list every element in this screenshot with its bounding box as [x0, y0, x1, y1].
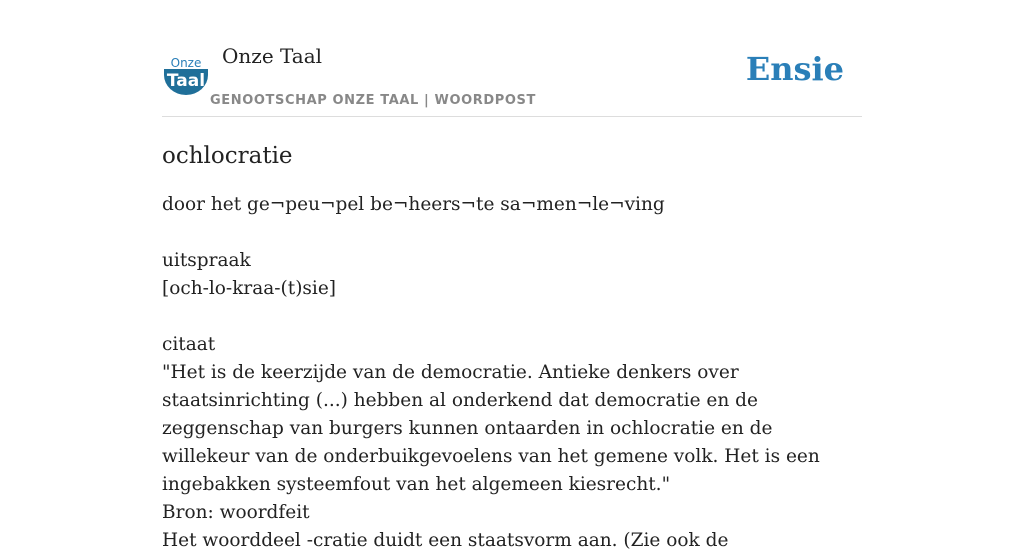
article-title: ochlocratie — [162, 143, 293, 169]
ensie-brand-link[interactable]: Ensie — [745, 50, 844, 88]
pronunciation-text: [och-lo-kraa-(t)sie] — [162, 278, 336, 299]
logo-text-bottom: Taal — [166, 71, 206, 91]
quote-source: Bron: woordfeit — [162, 502, 310, 523]
header — [162, 0, 862, 117]
article-content — [162, 191, 862, 555]
quote-text: "Het is de keerzijde van de democratie. Antieke denkers over staatsinrichting (...) hebben al onderkend dat democratie en de zeggenschap van burgers kunnen ontaarden in ochlocratie en de willekeur van de onderbuikgevoelens van het gemene volk. Het is een ingebakken systeemfout van het algemeen kiesrecht." — [162, 362, 820, 495]
spacer — [162, 303, 862, 331]
spacer — [162, 219, 862, 247]
logo-text-top: Onze — [170, 56, 202, 70]
page-container — [162, 0, 862, 555]
pronunciation-label: uitspraak — [162, 250, 251, 271]
onze-taal-logo[interactable] — [162, 53, 210, 96]
quote-label: citaat — [162, 334, 216, 355]
site-subtitle: GENOOTSCHAP ONZE TAAL | WOORDPOST — [210, 93, 536, 108]
site-name[interactable]: Onze Taal — [222, 44, 323, 68]
definition-text: door het ge¬peu¬pel be¬heers¬te sa¬men¬le¬ving — [162, 194, 665, 215]
article-note: Het woorddeel -cratie duidt een staatsvorm aan. (Zie ook de — [162, 530, 729, 551]
